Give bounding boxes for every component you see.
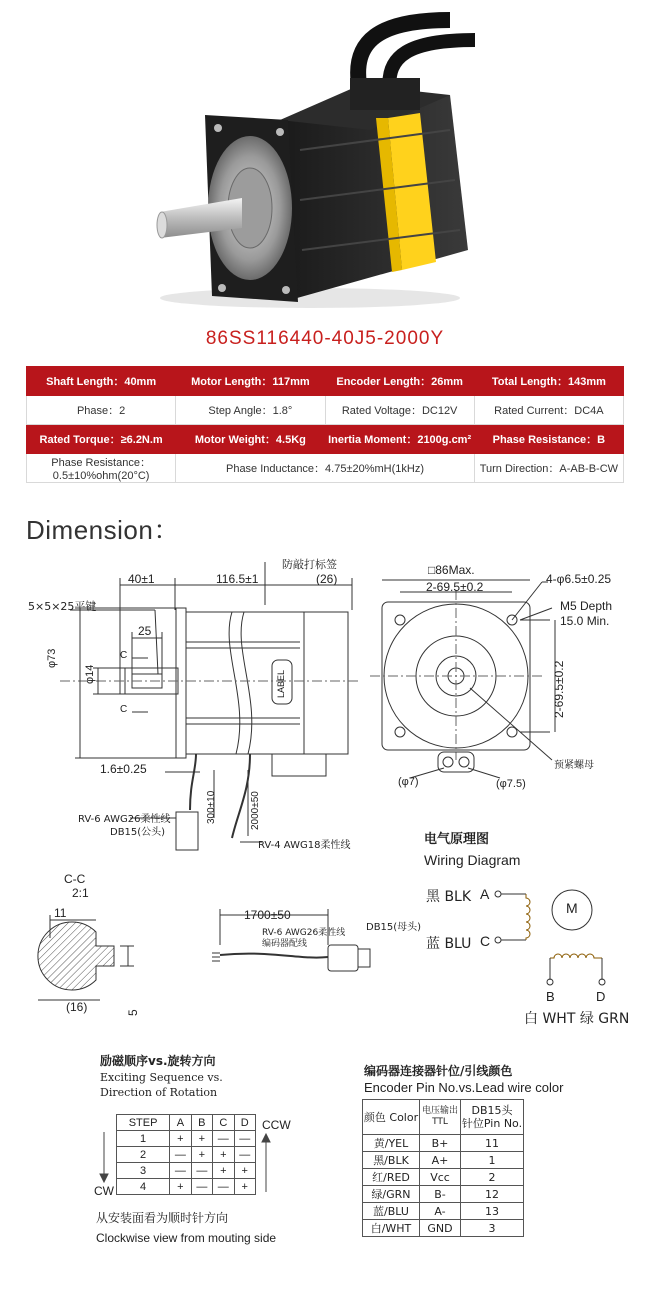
spec-motor-weight: Motor Weight：4.5Kg: [176, 425, 325, 454]
spec-row: [27, 396, 624, 425]
exciting-title-en2: Direction of Rotation: [100, 1086, 218, 1099]
header-ttl-cn: 电压输出: [421, 1106, 458, 1116]
spec-row: [27, 454, 624, 483]
spec-motor-length: Motor Length：117mm: [176, 367, 325, 396]
table-header-row: [363, 1100, 524, 1135]
step-number: 3: [117, 1163, 170, 1179]
dim-square-86: □86Max.: [428, 563, 475, 577]
ttl-signal: GND: [420, 1220, 461, 1237]
step-cell: +: [191, 1147, 212, 1163]
header-pin-cn: DB15头: [471, 1104, 513, 1117]
step-cell: —: [234, 1131, 255, 1147]
terminal-b: B: [546, 989, 555, 1004]
table-row: [363, 1169, 524, 1186]
spec-row: [27, 425, 624, 454]
spec-rated-voltage: Rated Voltage：DC12V: [325, 396, 474, 425]
dim-holes: 4-φ6.5±0.25: [546, 572, 612, 586]
header-color: 颜色 Color: [363, 1100, 420, 1135]
ttl-signal: A-: [420, 1203, 461, 1220]
step-cell: —: [213, 1179, 234, 1195]
wire-color: 黑/BLK: [363, 1152, 420, 1169]
ttl-signal: B-: [420, 1186, 461, 1203]
wiring-title-en: Wiring Diagram: [424, 852, 521, 868]
spec-step-angle: Step Angle：1.8°: [176, 396, 325, 425]
rotation-note-cn: 从安装面看为顺时针方向: [96, 1211, 229, 1225]
ttl-signal: Vcc: [420, 1169, 461, 1186]
table-row: [363, 1152, 524, 1169]
wire-color: 红/RED: [363, 1169, 420, 1186]
dim-phi14: φ14: [84, 664, 96, 684]
step-cell: —: [191, 1179, 212, 1195]
label-tag: LABEL: [276, 669, 286, 698]
dim-25: 25: [138, 624, 152, 638]
preload-nut: 预紧螺母: [554, 760, 594, 771]
table-row: [363, 1135, 524, 1152]
step-cell: —: [191, 1163, 212, 1179]
pin-number: 11: [461, 1135, 524, 1152]
section-title: C-C: [64, 872, 86, 886]
dim-phi7-5: (φ7.5): [496, 778, 526, 790]
spec-phase-inductance: Phase Inductance：4.75±20%mH(1kHz): [176, 454, 475, 483]
pin-number: 13: [461, 1203, 524, 1220]
wiring-title-cn: 电气原理图: [424, 832, 490, 847]
model-number: 86SS116440-40J5-2000Y: [205, 328, 445, 349]
header-b: B: [191, 1115, 212, 1131]
dim-encoder-26: (26): [316, 572, 338, 586]
side-view-drawing: [0, 550, 380, 860]
header-a: A: [170, 1115, 191, 1131]
wire-color: 蓝/BLU: [363, 1203, 420, 1220]
terminal-a: A: [480, 886, 490, 902]
dim-5: 5: [126, 1009, 140, 1016]
header-step: STEP: [117, 1115, 170, 1131]
encoder-title-en: Encoder Pin No.vs.Lead wire color: [364, 1080, 564, 1095]
spec-rated-current: Rated Current：DC4A: [474, 396, 623, 425]
exciting-title-cn: 励磁顺序vs.旋转方向: [100, 1054, 216, 1068]
table-row: [363, 1186, 524, 1203]
step-cell: —: [170, 1163, 191, 1179]
dim-1-6: 1.6±0.25: [100, 762, 147, 776]
db15-female: DB15(母头): [366, 922, 422, 933]
step-number: 1: [117, 1131, 170, 1147]
pin-number: 2: [461, 1169, 524, 1186]
dim-motor-116: 116.5±1: [216, 572, 259, 586]
spec-inertia-moment: Inertia Moment：2100g.cm²: [325, 425, 474, 454]
step-cell: —: [170, 1147, 191, 1163]
dimension-title: Dimension：: [26, 515, 180, 545]
rv6-wire: RV-6 AWG26柔性线: [78, 814, 171, 825]
encoder-cable-drawing: [210, 905, 390, 995]
dim-m5: M5 Depth: [560, 599, 613, 613]
wire-wht-grn: 白 WHT 绿 GRN: [524, 1011, 630, 1027]
spec-phase-resistance-b: Phase Resistance：B: [474, 425, 623, 454]
section-mark-c-bottom: C: [120, 704, 128, 715]
spec-phase-resistance: Phase Resistance：0.5±10%ohm(20°C): [27, 454, 176, 483]
header-c: C: [213, 1115, 234, 1131]
step-cell: +: [234, 1163, 255, 1179]
spec-row: [27, 367, 624, 396]
step-cell: +: [170, 1179, 191, 1195]
step-cell: —: [234, 1147, 255, 1163]
spec-table: [26, 366, 624, 483]
header-ttl-en: TTL: [432, 1117, 448, 1127]
db15-male: DB15(公头): [110, 827, 166, 838]
key-label: 5×5×25平键: [28, 600, 97, 613]
section-mark-c-top: C: [120, 650, 128, 661]
dim-phi7: (φ7): [398, 776, 419, 788]
section-drawing: [20, 900, 160, 1020]
rotation-arrows: [96, 1128, 276, 1198]
header-pin-en: 针位Pin No.: [461, 1117, 523, 1130]
header-pin: [461, 1100, 524, 1135]
wire-color: 黄/YEL: [363, 1135, 420, 1152]
header-ttl: [420, 1100, 461, 1135]
wire-color: 绿/GRN: [363, 1186, 420, 1203]
dim-69-side: 2-69.5±0.2: [552, 660, 566, 718]
step-cell: +: [213, 1147, 234, 1163]
dim-shaft-40: 40±1: [128, 572, 155, 586]
front-view-drawing: [370, 560, 650, 800]
ccw-label: CCW: [262, 1118, 291, 1132]
step-cell: —: [213, 1131, 234, 1147]
terminal-d: D: [596, 989, 606, 1004]
spec-rated-torque: Rated Torque：≥6.2N.m: [27, 425, 176, 454]
dim-1700: 1700±50: [244, 908, 291, 922]
dim-16: (16): [66, 1000, 88, 1014]
rv6-encoder-wire: RV-6 AWG26柔性线: [262, 928, 346, 938]
encoder-wiring: 编码器配线: [262, 939, 308, 949]
pin-number: 1: [461, 1152, 524, 1169]
dim-2000: 2000±50: [250, 791, 261, 830]
spec-phase: Phase：2: [27, 396, 176, 425]
pin-number: 3: [461, 1220, 524, 1237]
step-number: 2: [117, 1147, 170, 1163]
header-d: D: [234, 1115, 255, 1131]
wire-color: 白/WHT: [363, 1220, 420, 1237]
table-row: [363, 1203, 524, 1220]
spec-encoder-length: Encoder Length：26mm: [325, 367, 474, 396]
step-cell: +: [191, 1131, 212, 1147]
encoder-title-cn: 编码器连接器针位/引线颜色: [364, 1064, 513, 1078]
wire-blu: 蓝 BLU: [426, 936, 472, 952]
rv4-wire: RV-4 AWG18柔性线: [258, 840, 351, 851]
table-row: [363, 1220, 524, 1237]
spec-total-length: Total Length：143mm: [474, 367, 623, 396]
step-number: 4: [117, 1179, 170, 1195]
ttl-signal: B+: [420, 1135, 461, 1152]
exciting-title-en1: Exciting Sequence vs.: [100, 1071, 223, 1084]
dim-m5-depth: 15.0 Min.: [560, 614, 610, 628]
wire-blk: 黑 BLK: [426, 889, 472, 905]
spec-shaft-length: Shaft Length：40mm: [27, 367, 176, 396]
wiring-schematic: [490, 876, 620, 986]
encoder-pin-table: [362, 1099, 524, 1237]
dim-69-top: 2-69.5±0.2: [426, 580, 484, 594]
section-scale: 2:1: [72, 886, 89, 900]
dim-300: 300±10: [206, 790, 217, 824]
dim-phi73: φ73: [46, 648, 58, 668]
pin-number: 12: [461, 1186, 524, 1203]
label-anti-knock: 防敲打标签: [282, 558, 337, 571]
rotation-note-en: Clockwise view from mouting side: [96, 1231, 277, 1245]
step-cell: +: [234, 1179, 255, 1195]
motor-symbol: M: [566, 900, 578, 916]
step-cell: +: [213, 1163, 234, 1179]
step-cell: +: [170, 1131, 191, 1147]
terminal-c: C: [480, 933, 491, 949]
spec-turn-direction: Turn Direction：A-AB-B-CW: [474, 454, 623, 483]
motor-photo: [150, 0, 480, 320]
cw-label: CW: [94, 1184, 114, 1198]
ttl-signal: A+: [420, 1152, 461, 1169]
dim-11: 11: [54, 906, 67, 920]
